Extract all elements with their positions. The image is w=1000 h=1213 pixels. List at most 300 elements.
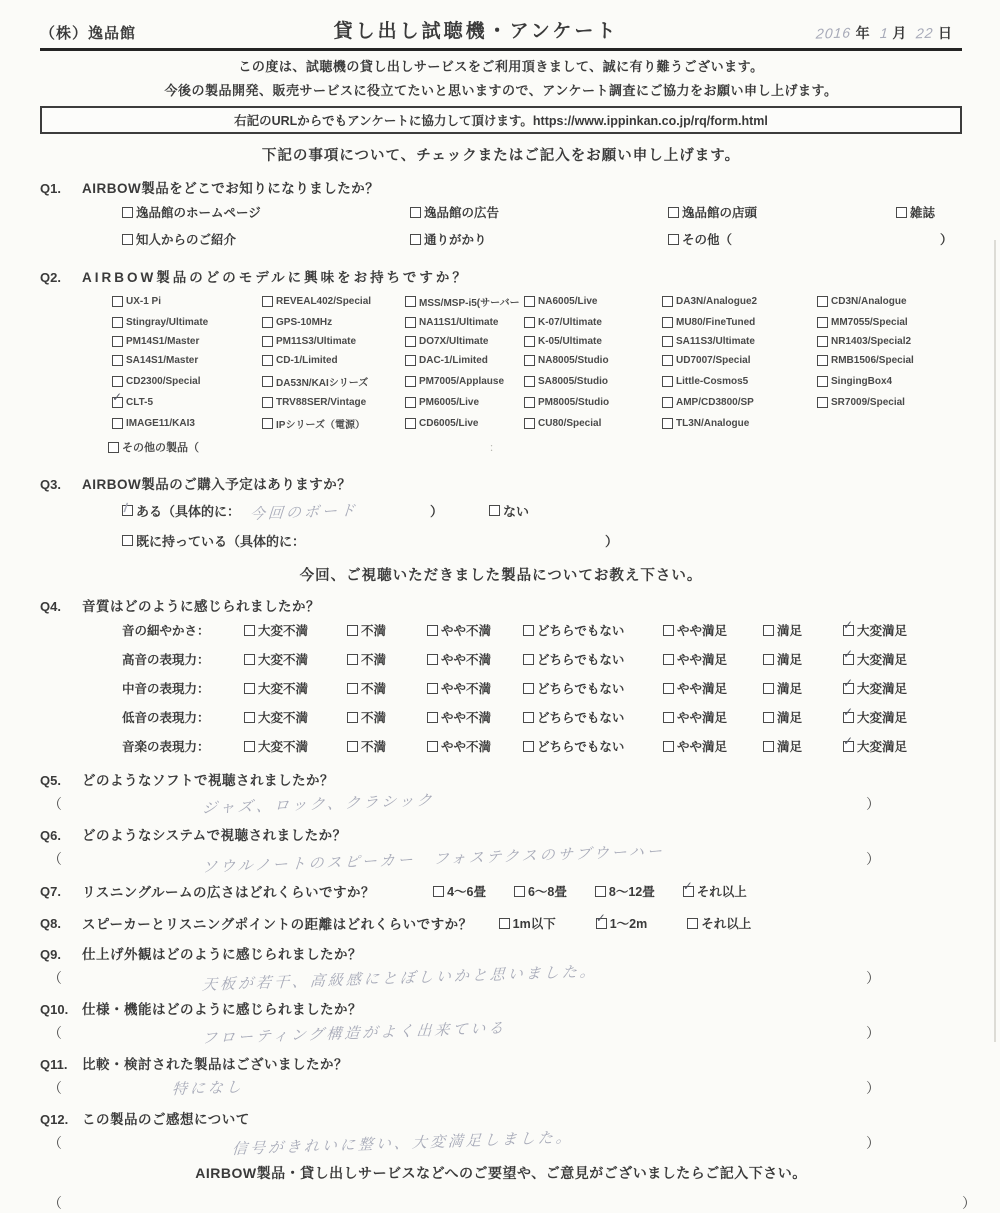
model-label: GPS-10MHz: [276, 317, 333, 328]
q2-number: Q2.: [40, 270, 61, 285]
model-label: NA6005/Live: [538, 296, 598, 307]
q9-label: 仕上げ外観はどのように感じられましたか？: [82, 947, 362, 962]
mid-section-heading: 今回、ご視聴いただきました製品についてお教え下さい。: [299, 568, 703, 584]
q3-aru-handwritten-answer[interactable]: 今回のボード: [249, 502, 359, 523]
checkbox[interactable]: [662, 336, 673, 347]
q1-option-row: [122, 230, 962, 248]
q10-open-paren: （: [48, 1024, 62, 1041]
q2-model-option: [524, 355, 662, 366]
url-box[interactable]: 右記のURLからでもアンケートに協力して頂けます。https://www.ippinkan.co.jp/rq/form.html: [40, 106, 962, 134]
checkbox[interactable]: [427, 741, 438, 752]
model-label: CU80/Special: [538, 418, 602, 429]
option-label: 8～12畳: [608, 885, 655, 899]
q2-other-label: その他の製品（: [122, 442, 199, 454]
q4-rating-option: [347, 679, 427, 697]
checkbox[interactable]: [427, 625, 438, 636]
model-label: CD3N/Analogue: [831, 296, 907, 307]
checkbox[interactable]: [489, 505, 500, 516]
q8-options: [499, 910, 752, 932]
checkbox[interactable]: [244, 712, 255, 723]
checkbox[interactable]: [405, 355, 416, 366]
q4-heading: [40, 595, 962, 615]
checkbox[interactable]: [122, 234, 133, 245]
q2-model-option: [405, 374, 524, 389]
instruction-line: 下記の事項について、チェックまたはご記入をお願い申し上げます。: [261, 148, 741, 164]
checkbox[interactable]: [427, 654, 438, 665]
model-label: NA8005/Studio: [538, 355, 609, 366]
option-label: 逸品館の店頭: [682, 206, 758, 220]
q3-opt-sudeni-label: 既に持っている（具体的に：: [136, 534, 306, 549]
option-label: どちらでもない: [537, 682, 625, 696]
checkbox[interactable]: [524, 317, 535, 328]
q6-handwritten-answer[interactable]: ソウルノートのスピーカー フォステクスのサブウーハー: [201, 842, 666, 877]
checkbox[interactable]: [524, 418, 535, 429]
checkbox[interactable]: [523, 741, 534, 752]
checkbox[interactable]: [499, 918, 510, 929]
q4-rating-option: [244, 708, 347, 726]
q4-number: Q4.: [40, 599, 61, 614]
option-label: 大変満足: [857, 740, 908, 754]
q2-model-option: [817, 336, 962, 347]
q9-handwritten-answer[interactable]: 天板が若干、高級感にとぼしいかと思いました。: [201, 963, 599, 994]
checkbox[interactable]: [347, 625, 358, 636]
model-label: Stingray/Ultimate: [126, 317, 209, 328]
checkbox[interactable]: [262, 355, 273, 366]
q4-rating-option: [763, 650, 843, 668]
checkbox[interactable]: [662, 418, 673, 429]
q2-model-option: [524, 374, 662, 389]
option-label: どちらでもない: [537, 740, 625, 754]
check-mark: ✓: [595, 910, 606, 925]
model-label: NA11S1/Ultimate: [419, 317, 499, 328]
q3-label: AIRBOW製品のご購入予定はありますか？: [82, 477, 352, 492]
checkbox[interactable]: [427, 683, 438, 694]
option-label: どちらでもない: [537, 653, 625, 667]
option-label: 不満: [361, 653, 387, 667]
q4-rating-option: [663, 679, 763, 697]
q2-model-option: [405, 355, 524, 366]
checkbox[interactable]: [262, 317, 273, 328]
q1-option: [410, 230, 668, 248]
checkbox[interactable]: [524, 336, 535, 347]
checkbox[interactable]: [663, 741, 674, 752]
q2-model-option: [262, 336, 405, 347]
checkbox[interactable]: [244, 654, 255, 665]
q2-model-option: [524, 317, 662, 328]
option-label: 大変不満: [258, 740, 309, 754]
q2-model-option: [524, 397, 662, 408]
checkbox[interactable]: [262, 397, 273, 408]
q4-rating-matrix: [122, 617, 962, 755]
q6-close-paren: ）: [866, 850, 880, 867]
option-label: 大変満足: [857, 682, 908, 696]
checkbox[interactable]: [108, 442, 119, 453]
checkbox-checked[interactable]: [112, 390, 123, 408]
q12-close-paren: ）: [866, 1134, 880, 1151]
model-label: CLT-5: [126, 397, 154, 408]
model-label: MU80/FineTuned: [676, 317, 756, 328]
q4-rating-option: [663, 708, 763, 726]
q4-row-label: 高音の表現力：: [122, 653, 210, 667]
q4-row-label: 中音の表現力：: [122, 682, 210, 696]
q8-number: Q8.: [40, 915, 61, 931]
q7-option: [595, 882, 655, 900]
q2-model-option: [817, 416, 962, 431]
checkbox[interactable]: [595, 886, 606, 897]
q4-rating-option: [244, 737, 347, 755]
checkbox[interactable]: [896, 207, 907, 218]
option-label: 大変不満: [258, 624, 309, 638]
checkbox[interactable]: [347, 741, 358, 752]
q4-rating-option: [523, 737, 663, 755]
q7-options: [433, 878, 747, 900]
option-label: 1～2m: [609, 917, 648, 931]
checkbox-checked[interactable]: [843, 646, 854, 665]
q2-model-option: [262, 374, 405, 389]
option-label: 満足: [777, 653, 803, 667]
check-mark: ✓: [843, 617, 854, 632]
q4-rating-option: [523, 708, 663, 726]
q2-model-option: [112, 416, 262, 431]
checkbox[interactable]: [523, 654, 534, 665]
q4-rating-option: [843, 704, 943, 726]
q4-rating-option: [663, 737, 763, 755]
q2-model-option: [405, 294, 524, 309]
q3-opt-nai-label: ない: [503, 504, 530, 519]
checkbox[interactable]: [763, 712, 774, 723]
q11-number: Q11.: [40, 1057, 68, 1072]
date-year-handwritten[interactable]: 2016: [815, 24, 853, 42]
q2-model-option: [662, 336, 817, 347]
checkbox[interactable]: [410, 207, 421, 218]
q10-heading: [40, 998, 962, 1018]
q4-rating-option: [763, 737, 843, 755]
q3-heading: [40, 473, 962, 493]
q2-model-option: [262, 397, 405, 408]
q4-rating-option: [523, 650, 663, 668]
q2-model-option: [817, 294, 962, 309]
option-label: それ以上: [701, 917, 752, 931]
checkbox-checked[interactable]: [843, 704, 854, 723]
q10-label: 仕様・機能はどのように感じられましたか？: [82, 1002, 362, 1017]
check-mark: ✓: [843, 704, 854, 719]
q4-rating-option: [663, 650, 763, 668]
checkbox[interactable]: [663, 654, 674, 665]
checkbox[interactable]: [668, 234, 679, 245]
q1-option: [410, 203, 668, 221]
checkbox[interactable]: [405, 317, 416, 328]
q5-close-paren: ）: [866, 795, 880, 812]
model-label: SA11S3/Ultimate: [676, 336, 755, 347]
q1-option: [668, 203, 896, 221]
q2-other-row: [108, 439, 962, 455]
q4-rating-option: [523, 679, 663, 697]
option-label: 不満: [361, 711, 387, 725]
model-label: PM6005/Live: [419, 397, 480, 408]
checkbox[interactable]: [405, 397, 416, 408]
q3-row-sudeni: [122, 531, 962, 550]
q4-rating-option: [427, 679, 523, 697]
checkbox[interactable]: [817, 376, 828, 387]
checkbox[interactable]: [662, 355, 673, 366]
checkbox[interactable]: [112, 376, 123, 387]
option-label: 大変満足: [857, 711, 908, 725]
q2-model-option: [262, 317, 405, 328]
checkbox[interactable]: [817, 336, 828, 347]
q4-row-label: 音の細やかさ：: [122, 624, 210, 638]
q5-open-paren: （: [48, 795, 62, 812]
checkbox[interactable]: [122, 535, 133, 546]
q6-label: どのようなシステムで視聴されましたか？: [82, 828, 347, 843]
option-label: どちらでもない: [537, 711, 625, 725]
checkbox[interactable]: [663, 625, 674, 636]
checkbox-checked[interactable]: [595, 910, 607, 929]
checkbox[interactable]: [817, 317, 828, 328]
q3-row-nai: [489, 501, 529, 520]
q2-model-option: [524, 294, 662, 309]
model-label: PM14S1/Master: [126, 336, 200, 347]
checkbox[interactable]: [262, 418, 273, 429]
option-label: やや満足: [677, 711, 728, 725]
q4-rating-option: [763, 708, 843, 726]
checkbox[interactable]: [524, 397, 535, 408]
q6-open-paren: （: [48, 850, 62, 867]
q4-rating-option: [523, 621, 663, 639]
q7-option: [514, 882, 567, 900]
checkbox[interactable]: [817, 397, 828, 408]
checkbox[interactable]: [663, 683, 674, 694]
checkbox-checked[interactable]: [122, 499, 133, 516]
model-label: CD6005/Live: [419, 418, 479, 429]
q2-model-option: [112, 294, 262, 309]
checkbox[interactable]: [112, 418, 123, 429]
option-label: やや満足: [677, 740, 728, 754]
option-label: 不満: [361, 740, 387, 754]
option-label: 大変満足: [857, 653, 908, 667]
check-mark: ✓: [843, 675, 854, 690]
model-label: SA8005/Studio: [538, 376, 609, 387]
checkbox[interactable]: [514, 886, 525, 897]
checkbox[interactable]: [662, 376, 673, 387]
q4-rating-option: [244, 679, 347, 697]
option-label: やや不満: [441, 682, 492, 696]
date-month-handwritten[interactable]: 1: [879, 24, 889, 42]
checkbox[interactable]: [410, 234, 421, 245]
model-label: MSS/MSP-i5(サーバー: [419, 298, 520, 309]
checkbox[interactable]: [524, 296, 535, 307]
checkbox[interactable]: [244, 625, 255, 636]
option-label: やや不満: [441, 624, 492, 638]
q4-row-label: 音楽の表現力：: [122, 740, 210, 754]
q2-model-option: [662, 317, 817, 328]
checkbox[interactable]: [763, 741, 774, 752]
q5-heading: [40, 769, 962, 789]
q4-rating-option: [347, 650, 427, 668]
q12-heading: [40, 1108, 962, 1128]
checkbox[interactable]: [817, 296, 828, 307]
q11-label: 比較・検討された製品はございましたか？: [82, 1057, 348, 1072]
option-label: やや不満: [441, 740, 492, 754]
q10-number: Q10.: [40, 1002, 69, 1017]
checkbox[interactable]: [523, 683, 534, 694]
checkbox-checked[interactable]: [843, 675, 854, 694]
option-label: 満足: [777, 624, 803, 638]
option-label: 満足: [777, 740, 803, 754]
checkbox[interactable]: [763, 654, 774, 665]
model-label: SA14S1/Master: [126, 355, 199, 366]
q4-rating-option: [427, 621, 523, 639]
checkbox[interactable]: [433, 886, 444, 897]
q1-heading: [40, 177, 962, 197]
q6-answer-line: [48, 842, 880, 877]
checkbox[interactable]: [244, 741, 255, 752]
q2-model-option: [405, 317, 524, 328]
model-label: DA53N/KAIシリーズ: [276, 378, 369, 389]
checkbox[interactable]: [524, 376, 535, 387]
q9-answer-line: [48, 963, 880, 994]
checkbox[interactable]: [347, 712, 358, 723]
q2-model-option: [662, 374, 817, 389]
checkbox[interactable]: [763, 683, 774, 694]
q5-handwritten-answer[interactable]: ジャズ、ロック、クラシック: [201, 791, 436, 818]
q10-close-paren: ）: [866, 1024, 880, 1041]
q4-rating-option: [763, 679, 843, 697]
q1-options: [122, 203, 962, 248]
checkbox[interactable]: [524, 355, 535, 366]
model-label: TL3N/Analogue: [676, 418, 750, 429]
checkbox-checked[interactable]: [843, 733, 854, 752]
model-label: DA3N/Analogue2: [676, 296, 758, 307]
checkbox[interactable]: [427, 712, 438, 723]
option-label: 満足: [777, 711, 803, 725]
checkbox-checked[interactable]: [843, 617, 854, 636]
option-label: どちらでもない: [537, 624, 625, 638]
checkbox[interactable]: [523, 712, 534, 723]
checkbox[interactable]: [112, 296, 123, 307]
checkbox[interactable]: [244, 683, 255, 694]
checkbox[interactable]: [662, 296, 673, 307]
q8-row: [40, 910, 962, 933]
q11-heading: [40, 1053, 962, 1073]
checkbox[interactable]: [405, 418, 416, 429]
q2-model-option: [112, 317, 262, 328]
q4-rating-row: [122, 704, 962, 726]
checkbox[interactable]: [662, 397, 673, 408]
q4-rating-option: [347, 737, 427, 755]
option-label: 不満: [361, 624, 387, 638]
q4-rating-row: [122, 617, 962, 639]
model-label: CD-1/Limited: [276, 355, 338, 366]
model-label: UX-1 Pi: [126, 296, 162, 307]
checkbox[interactable]: [523, 625, 534, 636]
q1-option: [668, 230, 953, 248]
close-paren: ）: [940, 233, 953, 247]
q1-label: AIRBOW製品をどこでお知りになりましたか？: [82, 181, 380, 196]
option-label: やや満足: [677, 653, 728, 667]
model-label: K-05/Ultimate: [538, 336, 602, 347]
q11-answer-line: [48, 1077, 880, 1098]
checkbox[interactable]: [347, 683, 358, 694]
checkbox-checked[interactable]: [682, 878, 694, 897]
checkbox[interactable]: [405, 296, 416, 307]
scan-edge-artifact: [994, 240, 996, 1042]
q2-model-option: [405, 397, 524, 408]
checkbox[interactable]: [262, 336, 273, 347]
option-label: 満足: [777, 682, 803, 696]
q10-handwritten-answer[interactable]: フローティング構造がよく出来ている: [201, 1019, 507, 1048]
intro-line-1: この度は、試聴機の貸し出しサービスをご利用頂きまして、誠に有り難うございます。: [238, 59, 764, 74]
checkbox[interactable]: [405, 336, 416, 347]
q2-model-option: [662, 294, 817, 309]
form-title: 貸し出し試聴機・アンケート: [333, 21, 619, 42]
option-label: それ以上: [696, 885, 747, 899]
q11-handwritten-answer[interactable]: 特になし: [171, 1078, 245, 1099]
q2-model-option: [662, 397, 817, 408]
q3-aru-close-paren: ）: [430, 504, 444, 519]
model-label: SR7009/Special: [831, 397, 905, 408]
q2-model-option: [817, 317, 962, 328]
checkbox[interactable]: [262, 376, 273, 387]
checkbox[interactable]: [763, 625, 774, 636]
checkbox[interactable]: [347, 654, 358, 665]
date-month-unit: 月: [892, 25, 907, 41]
q3-number: Q3.: [40, 477, 61, 492]
date-day-handwritten[interactable]: 22: [915, 24, 935, 42]
q2-model-option: [524, 336, 662, 347]
check-mark: /: [122, 499, 129, 516]
option-label: 大変不満: [258, 653, 309, 667]
checkbox[interactable]: [112, 355, 123, 366]
q10-answer-line: [48, 1019, 880, 1048]
q1-option-row: [122, 203, 962, 221]
checkbox[interactable]: [112, 317, 123, 328]
q2-model-option: [817, 397, 962, 408]
q2-model-option: [817, 374, 962, 389]
q9-open-paren: （: [48, 969, 62, 986]
q4-row-label: 低音の表現力：: [122, 711, 210, 725]
q3-row-aru: [122, 500, 962, 521]
model-label: NR1403/Special2: [831, 336, 912, 347]
checkbox[interactable]: [687, 918, 698, 929]
option-label: その他（: [682, 233, 733, 247]
q2-model-option: [817, 355, 962, 366]
q2-model-option: [524, 416, 662, 431]
q5-answer-line: [48, 791, 880, 818]
q11-open-paren: （: [48, 1079, 62, 1096]
q4-rating-option: [244, 650, 347, 668]
checkbox[interactable]: [663, 712, 674, 723]
q2-model-option: [112, 336, 262, 347]
q1-option: [122, 203, 410, 221]
checkbox[interactable]: [112, 336, 123, 347]
q7-option: [682, 878, 747, 900]
q1-option: [122, 230, 410, 248]
checkbox[interactable]: [662, 317, 673, 328]
checkbox[interactable]: [122, 207, 133, 218]
checkbox[interactable]: [262, 296, 273, 307]
q4-rating-option: [347, 621, 427, 639]
checkbox[interactable]: [405, 376, 416, 387]
q2-heading: [40, 266, 962, 286]
date-year-unit: 年: [855, 25, 870, 41]
checkbox[interactable]: [817, 355, 828, 366]
option-label: 逸品館のホームページ: [136, 206, 261, 220]
q2-model-option: [112, 374, 262, 389]
checkbox[interactable]: [668, 207, 679, 218]
check-mark: ✓: [112, 390, 123, 404]
check-mark: ✓: [682, 878, 693, 893]
q12-handwritten-answer[interactable]: 信号がきれいに整い、大変満足しました。: [231, 1129, 575, 1158]
